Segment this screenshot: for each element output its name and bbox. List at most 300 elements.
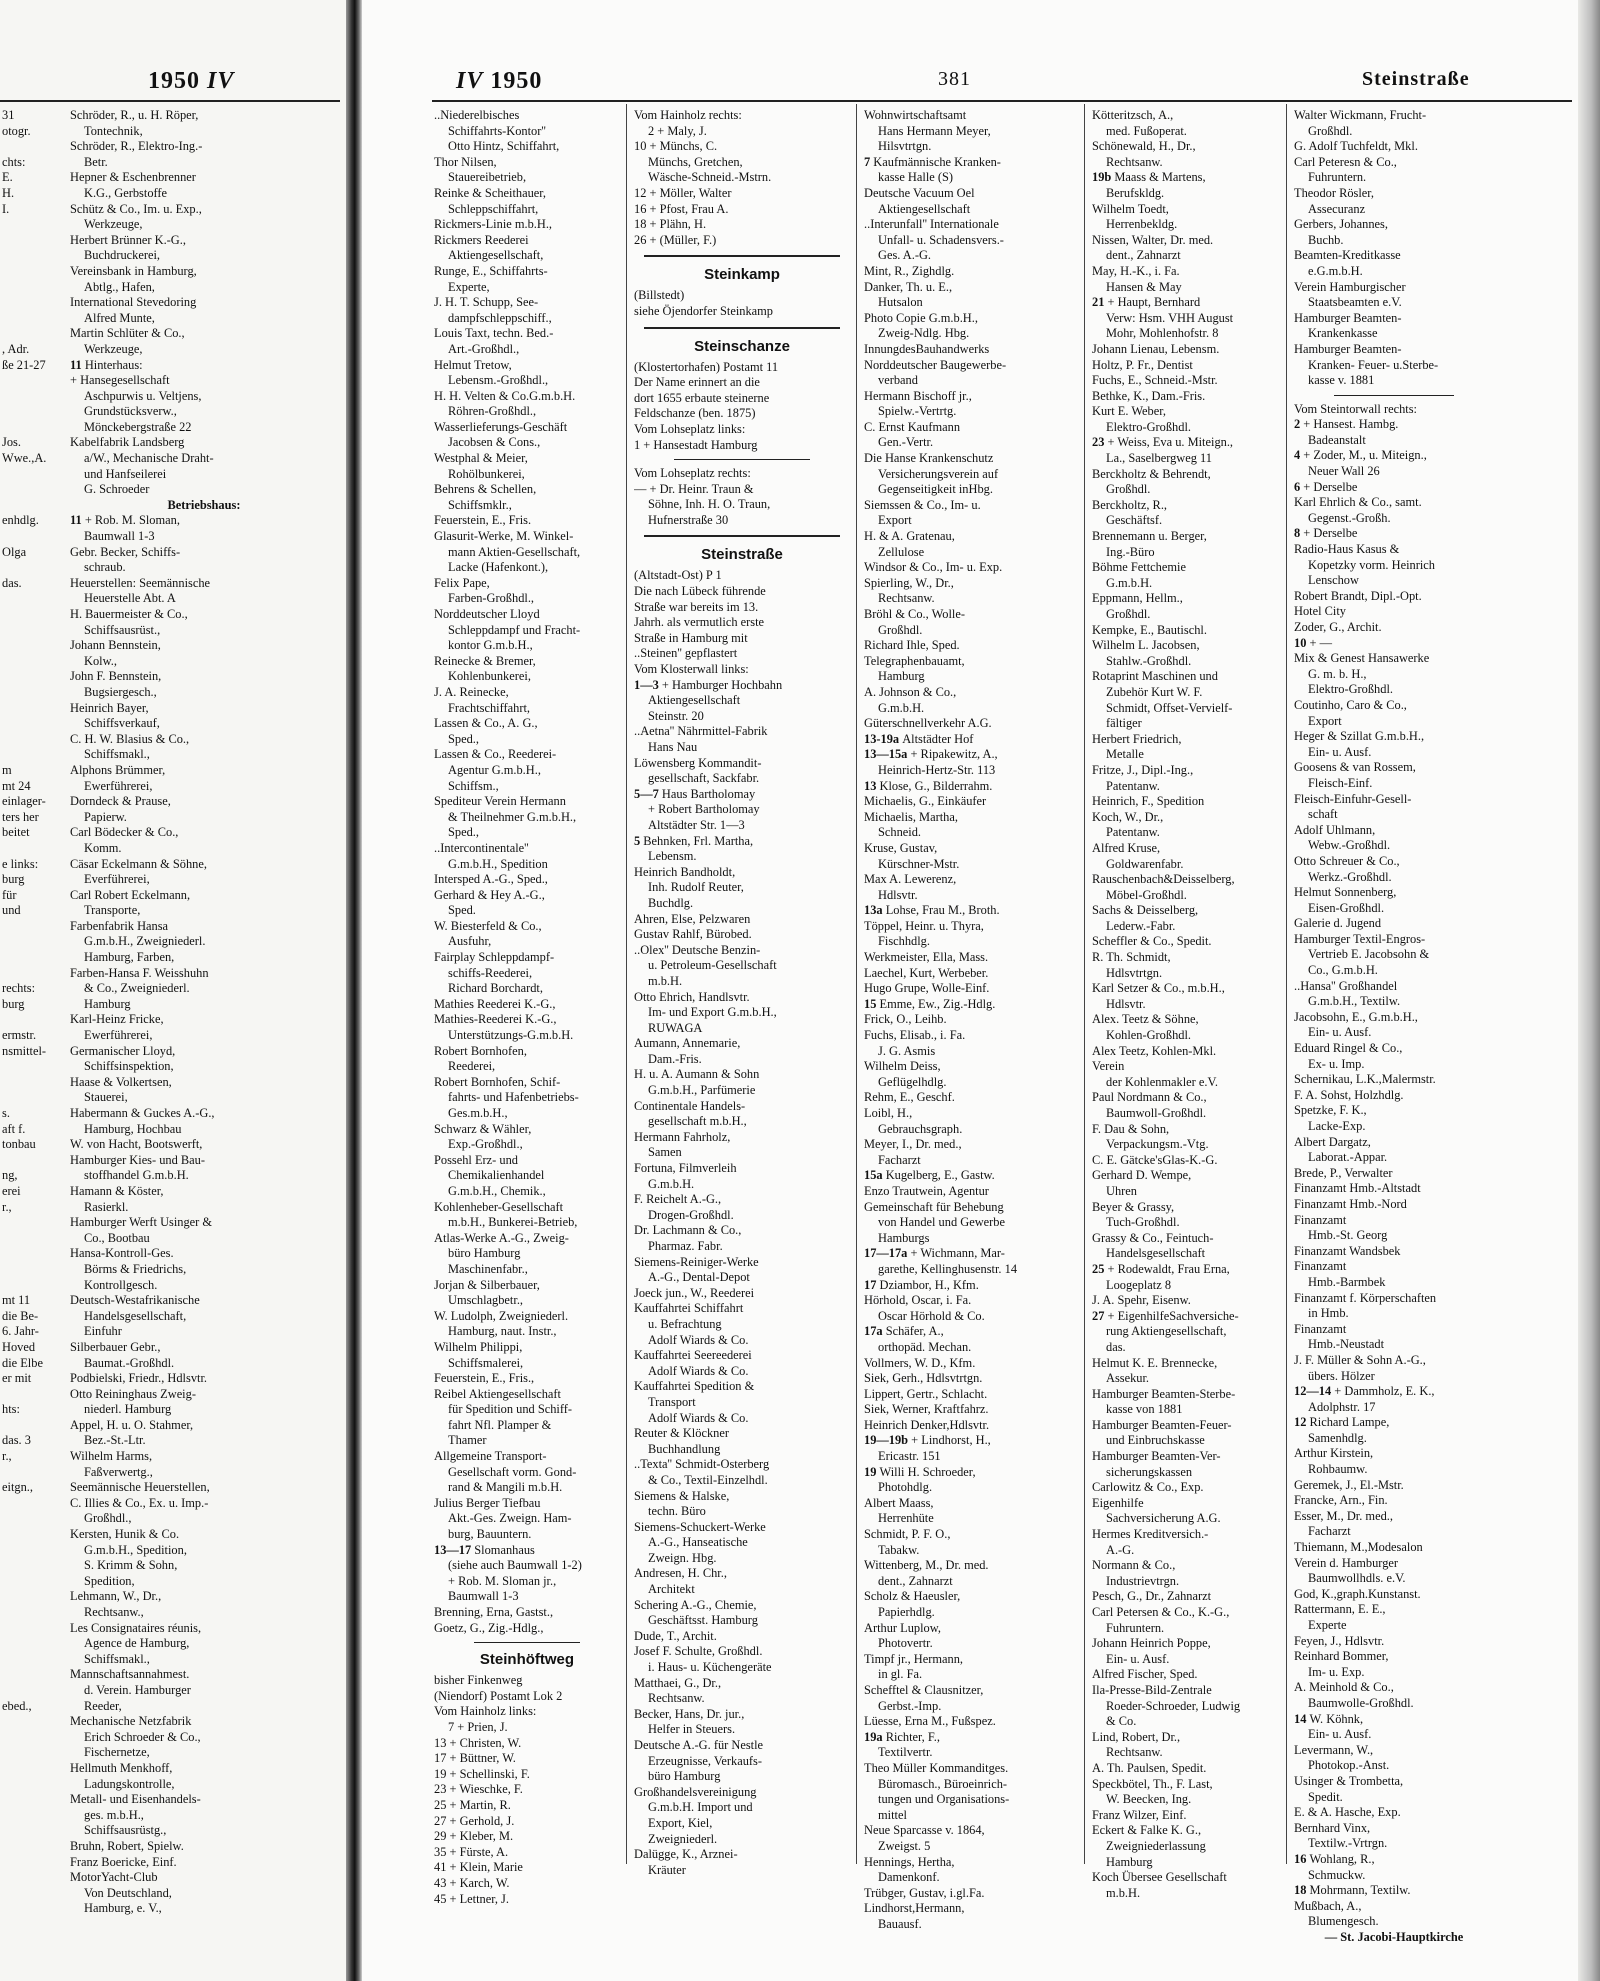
- directory-entry: Zweign. Hbg.: [648, 1550, 717, 1565]
- right-header-left: [456, 68, 542, 95]
- cropped-text-fragment: [2, 1543, 60, 1559]
- directory-entry: Matthaei, G., Dr.,: [634, 1675, 722, 1690]
- directory-entry: Wilhelm Philippi,: [434, 1339, 523, 1354]
- house-number: 16: [1294, 1851, 1310, 1866]
- directory-entry: (Altstadt-Ost) P 1: [634, 568, 722, 583]
- directory-entry: J. A. Reinecke,: [434, 684, 509, 699]
- directory-entry: Abtlg., Hafen,: [84, 279, 155, 294]
- directory-entry: Sped.,: [448, 731, 479, 746]
- cropped-text-fragment: r.,: [2, 1449, 12, 1464]
- directory-entry: Hamburg: [878, 669, 925, 684]
- left-margin-fragments: [2, 108, 60, 1714]
- directory-entry: Transport: [648, 1394, 696, 1409]
- cropped-text-fragment: [2, 1387, 60, 1403]
- house-number: 12—14: [1294, 1384, 1335, 1399]
- directory-entry: Schefftel & Clausnitzer,: [864, 1682, 984, 1697]
- directory-entry: Hermes Kreditversich.-: [1092, 1527, 1209, 1542]
- directory-entry: Tuch-Großhdl.: [1106, 1215, 1180, 1230]
- directory-entry: Finanzamt Wandsbek: [1294, 1243, 1401, 1258]
- directory-entry: Jahrh. als vermutlich erste: [634, 615, 765, 630]
- directory-entry: G.m.b.H.: [648, 1176, 695, 1191]
- cropped-text-fragment: [2, 233, 60, 249]
- directory-entry: Alfred Kruse,: [1092, 840, 1161, 855]
- cropped-text-fragment: I.: [2, 201, 10, 216]
- directory-entry: Franz Boericke, Einf.: [70, 1854, 177, 1869]
- directory-entry: Gebr. Becker, Schiffs-: [70, 544, 181, 559]
- book-gutter: [346, 0, 362, 1981]
- directory-entry: Wäsche-Schneid.-Mstrn.: [648, 170, 772, 185]
- directory-entry: Börms & Friedrichs,: [84, 1261, 187, 1276]
- directory-entry: John F. Bennstein,: [70, 669, 162, 684]
- directory-entry: Metall- und Eisenhandels-: [70, 1792, 201, 1807]
- directory-entry: kasse Halle (S): [878, 170, 954, 185]
- directory-entry: u. Befrachtung: [648, 1316, 722, 1331]
- directory-entry: Heinrich Denker,Hdlsvtr.: [864, 1417, 990, 1432]
- directory-entry: Galerie d. Jugend: [1294, 916, 1382, 931]
- directory-entry: Rohbaumw.: [1308, 1462, 1368, 1477]
- directory-entry: Aktiengesellschaft: [648, 693, 741, 708]
- directory-entry: Heger & Szillat G.m.b.H.,: [1294, 729, 1425, 744]
- directory-entry: Vereinsbank in Hamburg,: [70, 263, 197, 278]
- directory-entry: mittel: [878, 1807, 907, 1822]
- house-number: 19b: [1092, 170, 1115, 185]
- directory-entry: Baumwall 1-3: [84, 529, 155, 544]
- directory-entry: 29 + Kleber, M.: [434, 1829, 514, 1844]
- directory-entry: Windsor & Co., Im- u. Exp.: [864, 560, 1003, 575]
- directory-entry: gesellschaft, Sackfabr.: [648, 771, 760, 786]
- directory-entry: 12 Richard Lampe,: [1294, 1415, 1390, 1430]
- directory-entry: Hamburger Beamten-: [1294, 341, 1402, 356]
- directory-entry: Hutsalon: [878, 295, 923, 310]
- directory-entry: kontor G.m.b.H.,: [448, 638, 533, 653]
- directory-entry: 12—14 + Dammholz, E. K.,: [1294, 1384, 1435, 1399]
- directory-entry: Aktiengesellschaft,: [448, 248, 544, 263]
- directory-entry: Baumat.-Großhdl.: [84, 1355, 175, 1370]
- directory-entry: 13-19a Altstädter Hof: [864, 731, 974, 746]
- directory-entry: Von Deutschland,: [84, 1885, 172, 1900]
- directory-entry: Alex. Teetz & Söhne,: [1092, 1012, 1199, 1027]
- directory-entry: A. Johnson & Co.,: [864, 684, 957, 699]
- directory-entry: Martin Schlüter & Co.,: [70, 326, 185, 341]
- directory-entry: Jacobsohn, E., G.m.b.H.,: [1294, 1009, 1418, 1024]
- directory-entry: a/W., Mechanische Draht-: [84, 451, 214, 466]
- directory-entry: Siemens-Schuckert-Werke: [634, 1519, 766, 1534]
- house-number: 13—17: [434, 1542, 475, 1557]
- directory-entry: + Rob. M. Sloman jr.,: [448, 1573, 557, 1588]
- directory-entry: Fortuna, Filmverleih: [634, 1161, 737, 1176]
- cropped-text-fragment: erei: [2, 1183, 21, 1198]
- directory-entry: Eppmann, Hellm.,: [1092, 591, 1183, 606]
- directory-entry: in Hmb.: [1308, 1306, 1349, 1321]
- directory-entry: Francke, Arn., Fin.: [1294, 1493, 1388, 1508]
- directory-entry: Kempke, E., Bautischl.: [1092, 622, 1207, 637]
- directory-entry: Herbert Friedrich,: [1092, 731, 1182, 746]
- directory-entry: Krankenkasse: [1308, 326, 1378, 341]
- cropped-text-fragment: mt 11: [2, 1293, 31, 1308]
- directory-entry: Neuer Wall 26: [1308, 464, 1380, 479]
- directory-entry: Photokop.-Anst.: [1308, 1758, 1390, 1773]
- directory-entry: Finanzamt: [1294, 1321, 1347, 1336]
- directory-entry: Loogeplatz 8: [1106, 1277, 1172, 1292]
- directory-entry: C. H. W. Blasius & Co.,: [70, 731, 190, 746]
- directory-entry: Jacobsen & Cons.,: [448, 435, 541, 450]
- directory-entry: Staatsbeamten e.V.: [1308, 295, 1402, 310]
- directory-entry: Hamburger Beamten-Sterbe-: [1092, 1386, 1236, 1401]
- directory-entry: Ahren, Else, Pelzwaren: [634, 911, 751, 926]
- directory-entry: Sped.: [448, 903, 476, 918]
- directory-entry: Handelsgesellschaft,: [84, 1308, 187, 1323]
- directory-entry: 26 + (Müller, F.): [634, 232, 717, 247]
- directory-entry: Aktiengesellschaft: [878, 201, 971, 216]
- directory-entry: RUWAGA: [648, 1020, 703, 1035]
- directory-entry: ..Olex'' Deutsche Benzin-: [634, 942, 761, 957]
- directory-entry: in gl. Fa.: [878, 1667, 923, 1682]
- directory-entry: Enzo Trautwein, Agentur: [864, 1183, 989, 1198]
- house-number: 5: [634, 833, 644, 848]
- directory-entry: 23 + Wieschke, F.: [434, 1782, 523, 1797]
- directory-entry: (Klostertorhafen) Postamt 11: [634, 359, 779, 374]
- directory-entry: Normann & Co.,: [1092, 1558, 1176, 1573]
- house-number: 1—3: [634, 677, 662, 692]
- directory-entry: Berckholtz & Behrendt,: [1092, 466, 1211, 481]
- directory-entry: Meyer, I., Dr. med.,: [864, 1137, 962, 1152]
- directory-entry: Gustav Rahlf, Bürobed.: [634, 927, 752, 942]
- directory-entry: m.b.H.: [648, 973, 683, 988]
- directory-entry: 18 + Plähn, H.: [634, 217, 707, 232]
- directory-entry: Baumwoll-Großhdl.: [1106, 1106, 1207, 1120]
- directory-entry: Verein d. Hamburger: [1294, 1555, 1399, 1570]
- directory-entry: Schering A.-G., Chemie,: [634, 1597, 757, 1612]
- directory-entry: W. von Hacht, Bootswerft,: [70, 1137, 203, 1152]
- cropped-text-fragment: s.: [2, 1106, 10, 1120]
- directory-entry: 21 + Haupt, Bernhard: [1092, 295, 1201, 310]
- directory-entry: Spielw.-Vertrtg.: [878, 404, 957, 419]
- directory-entry: J. G. Asmis: [878, 1043, 936, 1058]
- directory-entry: H. u. A. Aumann & Sohn: [634, 1067, 760, 1082]
- directory-entry: Alex Teetz, Kohlen-Mkl.: [1092, 1043, 1217, 1058]
- directory-entry: Akt.-Ges. Zweign. Ham-: [448, 1511, 572, 1526]
- directory-entry: Baumwollhdls. e.V.: [1308, 1571, 1406, 1586]
- directory-entry: Fuhruntern.: [1308, 170, 1367, 185]
- directory-entry: C. E. Gätcke'sGlas-K.-G.: [1092, 1152, 1218, 1167]
- directory-entry: Spediteur Verein Hermann: [434, 794, 566, 809]
- directory-entry: Hermann Fahrholz,: [634, 1129, 731, 1144]
- directory-entry: Samenhdlg.: [1308, 1430, 1367, 1445]
- left-header: [148, 68, 234, 95]
- directory-entry: Karl Setzer & Co., m.b.H.,: [1092, 981, 1225, 996]
- directory-entry: Altstädter Str. 1—3: [648, 817, 745, 832]
- directory-entry: Photo Copie G.m.b.H.,: [864, 310, 978, 325]
- directory-entry: Mannschaftsannahmest.: [70, 1667, 190, 1682]
- directory-entry: Carl Petersen & Co., K.-G.,: [1092, 1605, 1230, 1619]
- directory-entry: u. Petroleum-Gesellschaft: [648, 958, 777, 973]
- directory-entry: Goetz, G., Zig.-Hdlg.,: [434, 1620, 544, 1635]
- directory-entry: Gegenseitigkeit inHbg.: [878, 482, 993, 497]
- cropped-text-fragment: [2, 482, 60, 498]
- directory-entry: Lassen & Co., Reederei-: [434, 747, 557, 762]
- directory-entry: Johann Bennstein,: [70, 638, 161, 653]
- cropped-text-fragment: e links:: [2, 856, 39, 871]
- cropped-text-fragment: [2, 280, 60, 296]
- cropped-text-fragment: hts:: [2, 1402, 20, 1417]
- directory-entry: das.: [1106, 1339, 1126, 1354]
- directory-entry: Spetzke, F. K.,: [1294, 1103, 1367, 1118]
- directory-entry: W. Biesterfeld & Co.,: [434, 918, 542, 933]
- directory-entry: Wilhelm Deiss,: [864, 1059, 941, 1074]
- directory-entry: Geflügelhdlg.: [878, 1074, 947, 1089]
- directory-entry: Löwensberg Kommandit-: [634, 755, 762, 770]
- directory-entry: G.m.b.H., Spedition: [448, 856, 548, 871]
- directory-entry: Feuerstein, E., Fris.: [434, 513, 532, 528]
- directory-entry: G.m.b.H., Zweigniederl.: [84, 934, 206, 949]
- directory-entry: Usinger & Trombetta,: [1294, 1773, 1404, 1788]
- directory-entry: m.b.H.: [1106, 1885, 1141, 1900]
- left-header-rule: [0, 100, 340, 102]
- directory-entry: Stauereibetrieb,: [448, 170, 527, 185]
- cropped-text-fragment: rechts:: [2, 981, 36, 996]
- directory-entry: 11 + Rob. M. Sloman,: [70, 513, 180, 528]
- house-number: 19—19b: [864, 1433, 912, 1448]
- directory-entry: Brede, P., Verwalter: [1294, 1165, 1393, 1180]
- directory-entry: 10 + —: [1294, 635, 1332, 650]
- directory-entry: Rattermann, E. E.,: [1294, 1602, 1386, 1617]
- right-page: [362, 0, 1600, 1981]
- directory-entry: Drogen-Großhdl.: [648, 1207, 734, 1222]
- directory-entry: d. Verein. Hamburger: [84, 1682, 191, 1697]
- directory-entry: 1 + Hansestadt Hamburg: [634, 437, 758, 452]
- page-number: 381: [938, 68, 971, 90]
- directory-entry: Rotaprint Maschinen und: [1092, 669, 1218, 684]
- directory-entry: Fuhruntern.: [1106, 1620, 1165, 1635]
- directory-entry: Textilvertr.: [878, 1745, 933, 1760]
- directory-entry: 25 + Martin, R.: [434, 1797, 511, 1812]
- street-heading: Steinstraße: [701, 546, 783, 564]
- directory-entry: J. F. Müller & Sohn A.-G.,: [1294, 1352, 1426, 1367]
- directory-entry: Schiffsmakl.,: [84, 1651, 150, 1666]
- directory-entry: Schiffsmakl.,: [84, 747, 150, 762]
- directory-entry: Vom Hainholz links:: [434, 1704, 537, 1719]
- directory-entry: Hansa-Kontroll-Ges.: [70, 1246, 174, 1261]
- right-header-year: 1950: [490, 68, 543, 94]
- directory-entry: Finanzamt Hmb.-Altstadt: [1294, 1181, 1421, 1196]
- directory-entry: burg, Bauuntern.: [448, 1527, 532, 1542]
- directory-entry: ..Intercontinentale'': [434, 840, 529, 855]
- directory-entry: Verein: [1092, 1059, 1125, 1074]
- directory-entry: Les Consignataires réunis,: [70, 1620, 202, 1635]
- street-heading: Steinkamp: [704, 266, 780, 284]
- directory-entry: Westphal & Meier,: [434, 451, 528, 466]
- directory-entry: ..Texta'' Schmidt-Osterberg: [634, 1457, 770, 1472]
- directory-entry: Richard Ihle, Sped.: [864, 638, 960, 653]
- directory-entry: Reinhard Bommer,: [1294, 1649, 1389, 1664]
- house-number: 21: [1092, 295, 1108, 310]
- directory-entry: Böhme Fettchemie: [1092, 560, 1186, 575]
- directory-entry: Komm.: [84, 840, 122, 855]
- cropped-text-fragment: [2, 623, 60, 639]
- cropped-text-fragment: aft f.: [2, 1121, 26, 1136]
- house-number: 2: [1294, 417, 1304, 432]
- directory-entry: Ila-Presse-Bild-Zentrale: [1092, 1682, 1212, 1697]
- directory-entry: Verein Hamburgischer: [1294, 279, 1406, 294]
- cropped-text-fragment: [2, 248, 60, 264]
- directory-entry: Industrievtrgn.: [1106, 1573, 1180, 1588]
- running-title: Steinstraße: [1362, 68, 1470, 90]
- house-number: 19a: [864, 1729, 886, 1744]
- house-number: 6: [1294, 479, 1304, 494]
- directory-entry: Telegraphenbauamt,: [864, 653, 965, 668]
- directory-entry: Franz Wilzer, Einf.: [1092, 1807, 1187, 1822]
- directory-entry: G.m.b.H., Parfümerie: [648, 1083, 756, 1098]
- cropped-text-fragment: m: [2, 762, 12, 777]
- directory-entry: H. & A. Gratenau,: [864, 529, 955, 544]
- directory-entry: Damenkonf.: [878, 1870, 940, 1885]
- cropped-text-fragment: [2, 1465, 60, 1481]
- directory-entry: Großhdl.,: [84, 1511, 132, 1526]
- directory-entry: Robert Bornhofen, Schif-: [434, 1074, 561, 1089]
- directory-entry: Vom Lohseplatz rechts:: [634, 466, 751, 481]
- cropped-text-fragment: burg: [2, 996, 25, 1011]
- cropped-text-fragment: [2, 295, 60, 311]
- cropped-text-fragment: [2, 1075, 60, 1091]
- cropped-text-fragment: für: [2, 887, 17, 902]
- directory-entry: Ing.-Büro: [1106, 544, 1155, 559]
- house-number: 17a: [864, 1324, 886, 1339]
- directory-entry: G. Adolf Tuchfeldt, Mkl.: [1294, 139, 1418, 154]
- directory-entry: & Co.: [1106, 1714, 1137, 1729]
- right-header-roman: IV: [456, 68, 484, 94]
- section-rule: [644, 327, 840, 329]
- directory-entry: Rechtsanw.: [1106, 1745, 1163, 1760]
- directory-entry: Carlowitz & Co., Exp.: [1092, 1480, 1204, 1495]
- directory-entry: Werkzeuge,: [84, 217, 143, 232]
- cropped-text-fragment: 6. Jahr-: [2, 1324, 39, 1339]
- directory-entry: Siemssen & Co., Im- u.: [864, 497, 981, 512]
- cropped-text-fragment: [2, 669, 60, 685]
- directory-entry: Farben-Großhdl.,: [448, 591, 535, 606]
- directory-entry: ges. m.b.H.,: [84, 1807, 144, 1822]
- directory-entry: Geremek, J., El.-Mstr.: [1294, 1477, 1404, 1492]
- directory-entry: Thor Nilsen,: [434, 154, 497, 169]
- section-subheading: — St. Jacobi-Hauptkirche: [1324, 1929, 1464, 1944]
- directory-entry: Photohdlg.: [878, 1480, 933, 1495]
- directory-entry: Hmb.-St. Georg: [1308, 1228, 1388, 1243]
- directory-entry: med. Fußoperat.: [1106, 123, 1187, 138]
- directory-entry: Esser, M., Dr. med.,: [1294, 1508, 1393, 1523]
- directory-entry: Ein- u. Ausf.: [1106, 1651, 1170, 1666]
- directory-entry: Hamburgs: [878, 1230, 930, 1245]
- directory-entry: Hugo Grupe, Wolle-Einf.: [864, 981, 990, 996]
- directory-entry: Oscar Hörhold & Co.: [878, 1308, 985, 1323]
- directory-entry: Reuter & Klöckner: [634, 1426, 729, 1441]
- directory-entry: Frachtschiffahrt,: [448, 700, 531, 715]
- directory-entry: Einfuhr: [84, 1324, 122, 1339]
- directory-entry: Spedit.: [1308, 1789, 1343, 1804]
- directory-entry: Büromasch., Büroeinrich-: [878, 1776, 1008, 1791]
- directory-entry: 23 + Weiss, Eva u. Miteign.,: [1092, 435, 1234, 450]
- directory-entry: Hermann Bischoff jr.,: [864, 388, 972, 403]
- directory-entry: Deutsch-Westafrikanische: [70, 1293, 200, 1308]
- directory-entry: Hamburger Textil-Engros-: [1294, 931, 1426, 946]
- directory-entry: Carl Peteresn & Co.,: [1294, 154, 1397, 169]
- directory-entry: 15a Kugelberg, E., Gastw.: [864, 1168, 995, 1183]
- directory-entry: 17 + Büttner, W.: [434, 1751, 516, 1766]
- directory-entry: F. A. Sohst, Holzhdlg.: [1294, 1087, 1404, 1102]
- directory-entry: Buchb.: [1308, 232, 1344, 247]
- directory-entry: Runge, E., Schiffahrts-: [434, 263, 548, 278]
- directory-entry: Kauffahrtei Seereederei: [634, 1348, 752, 1363]
- directory-entry: Röhren-Großhdl.,: [448, 404, 537, 419]
- directory-entry: 19—19b + Lindhorst, H.,: [864, 1433, 991, 1448]
- directory-entry: Rechtsanw.: [648, 1691, 705, 1706]
- directory-entry: Hamburg, e. V.,: [84, 1901, 162, 1916]
- directory-entry: C. Illies & Co., Ex. u. Imp.-: [70, 1495, 209, 1510]
- directory-entry: G.m.b.H., Chemik.,: [448, 1183, 546, 1198]
- directory-entry: 27 + EigenhilfeSachversiche-: [1092, 1308, 1239, 1323]
- directory-entry: Schmidt, Offset-Vervielf-: [1106, 700, 1233, 715]
- directory-entry: Kolw.,: [84, 653, 117, 668]
- directory-entry: Ein- u. Ausf.: [1308, 744, 1372, 759]
- cropped-text-fragment: [2, 1153, 60, 1169]
- directory-entry: 10 + Münchs, C.: [634, 139, 718, 154]
- directory-entry: Josef F. Schulte, Großhdl.: [634, 1644, 763, 1659]
- directory-entry: Lind, Robert, Dr.,: [1092, 1729, 1181, 1744]
- directory-entry: Heuerstelle Abt. A: [84, 591, 176, 606]
- directory-entry: Schiffsverkauf,: [84, 716, 160, 731]
- directory-entry: Adolf Wiards & Co.: [648, 1332, 749, 1347]
- directory-entry: Fischernetze,: [84, 1745, 150, 1760]
- cropped-text-fragment: ße 21-27: [2, 357, 46, 372]
- directory-entry: Elektro-Großhdl.: [1106, 419, 1191, 434]
- directory-entry: Mathies Reederei K.-G.,: [434, 996, 556, 1011]
- directory-entry: Gegenst.-Großh.: [1308, 510, 1391, 525]
- directory-entry: Großhdl.: [1106, 482, 1151, 497]
- directory-entry: Sachversicherung A.G.: [1106, 1511, 1221, 1526]
- directory-entry: H. H. Velten & Co.G.m.b.H.: [434, 388, 576, 403]
- cropped-text-fragment: [2, 217, 60, 233]
- directory-entry: 17a Schäfer, A.,: [864, 1324, 944, 1339]
- directory-entry: ..Steinen'' gepflastert: [634, 646, 738, 661]
- house-number: 17—17a: [864, 1246, 911, 1261]
- cropped-text-fragment: die Be-: [2, 1308, 39, 1323]
- directory-entry: G. m. b. H.,: [1308, 666, 1367, 681]
- directory-entry: Textilw.-Vrtrgn.: [1308, 1836, 1388, 1851]
- directory-entry: Kurt E. Weber,: [1092, 404, 1166, 419]
- directory-entry: Theodor Rösler,: [1294, 185, 1375, 200]
- directory-entry: Karl Ehrlich & Co., samt.: [1294, 495, 1422, 510]
- directory-entry: Metalle: [1106, 747, 1144, 762]
- directory-entry: i. Haus- u. Küchengeräte: [648, 1660, 772, 1675]
- directory-entry: InnungdesBauhandwerks: [864, 341, 990, 356]
- directory-entry: & Co., Textil-Einzelhdl.: [648, 1472, 768, 1487]
- directory-entry: & Theilnehmer G.m.b.H.,: [448, 809, 577, 824]
- directory-entry: Robert Brandt, Dipl.-Opt.: [1294, 588, 1422, 603]
- directory-entry: Fischhdlg.: [878, 934, 930, 949]
- directory-entry: Helmut K. E. Brennecke,: [1092, 1355, 1218, 1370]
- house-number: 11: [70, 513, 85, 528]
- directory-entry: Bez.-St.-Ltr.: [84, 1433, 146, 1448]
- house-number: 25: [1092, 1261, 1108, 1276]
- directory-entry: Aschpurwis u. Veltjens,: [84, 388, 202, 403]
- directory-entry: Baumwolle-Großhdl.: [1308, 1695, 1414, 1710]
- directory-entry: Albert Maass,: [864, 1495, 934, 1510]
- cropped-text-fragment: eitgn.,: [2, 1480, 33, 1495]
- directory-entry: e.G.m.b.H.: [1308, 263, 1363, 278]
- directory-entry: Dam.-Fris.: [648, 1051, 702, 1066]
- directory-entry: Norddeutscher Baugewerbe-: [864, 357, 1007, 372]
- directory-entry: Kohlenbunkerei,: [448, 669, 531, 684]
- directory-entry: Mohr, Mohlenhofstr. 8: [1106, 326, 1219, 341]
- directory-entry: 17 Dziambor, H., Kfm.: [864, 1277, 979, 1292]
